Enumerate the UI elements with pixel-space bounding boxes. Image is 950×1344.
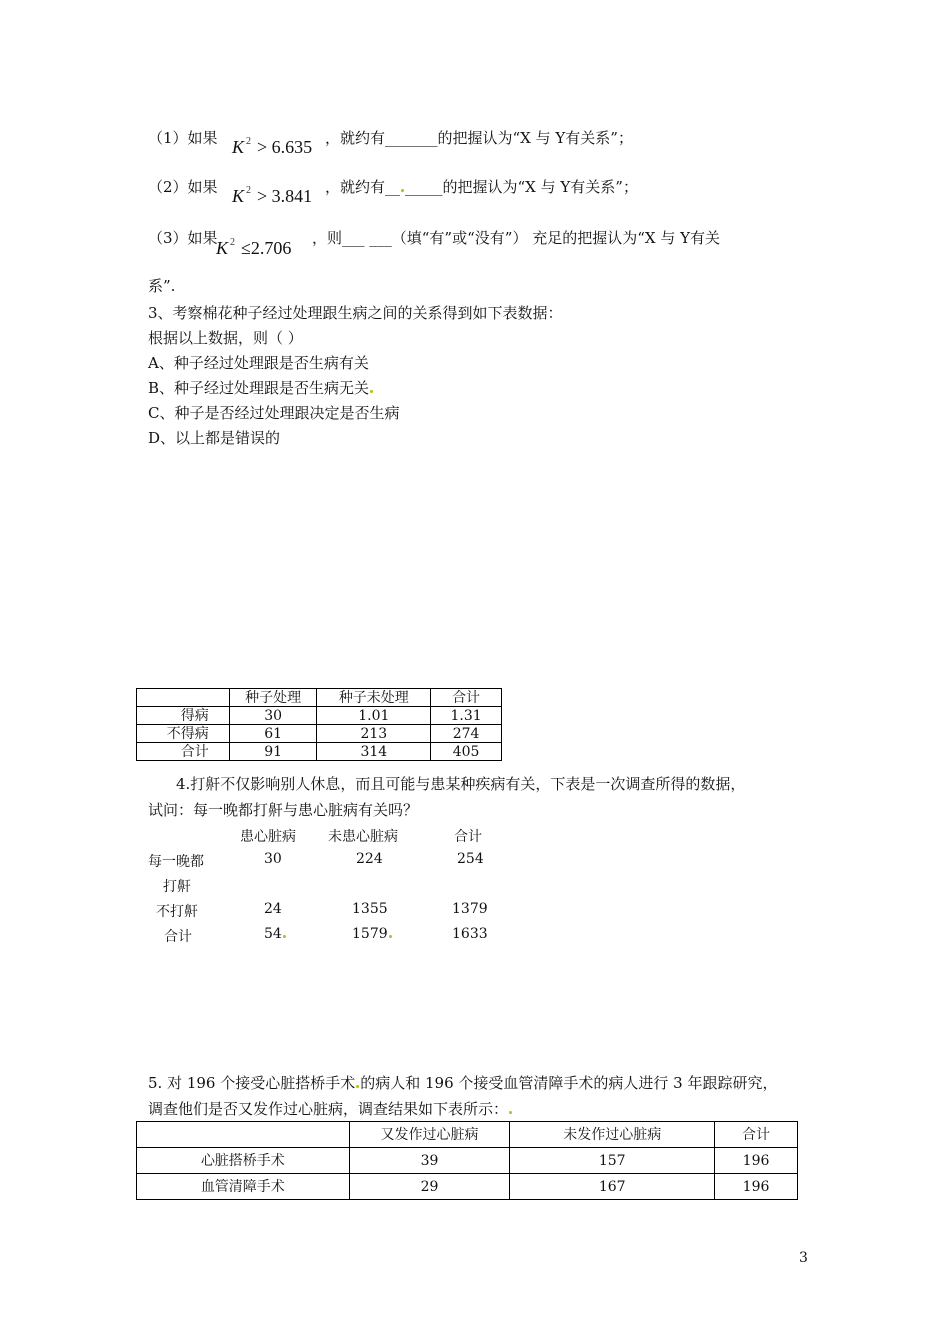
- table-cell: 30: [229, 707, 317, 725]
- q2-item3-formula: [216, 238, 291, 259]
- marker-dot: [401, 189, 404, 192]
- table-header-row: [137, 689, 502, 707]
- table-cell: 224: [356, 851, 383, 867]
- table-cell: 24: [264, 901, 282, 917]
- k-exponent: 2: [230, 237, 236, 248]
- row-label: 合计: [137, 743, 230, 761]
- table-cell-wrap: [264, 926, 287, 942]
- q2-item2-suffix-a: ，就约有__: [325, 178, 401, 196]
- q5-line2: [148, 1099, 513, 1119]
- q5-line1-a: 5. 对 196 个接受心脏搭桥手术: [148, 1074, 356, 1092]
- row-label-cont: 打鼾: [163, 879, 191, 895]
- table-cell: 91: [229, 743, 317, 761]
- table-cell: 61: [229, 725, 317, 743]
- table-cell-wrap: [352, 926, 393, 942]
- q4-line2: 试问：每一晚都打鼾与患心脏病有关吗？: [148, 801, 419, 819]
- table-row: [137, 1174, 798, 1200]
- table-cell: 274: [431, 725, 502, 743]
- table-cell: 39: [349, 1148, 510, 1174]
- row-label: 得病: [137, 707, 230, 725]
- q3-option-c: C、种子是否经过处理跟决定是否生病: [148, 404, 400, 422]
- formula-relation: ≤2.706: [241, 238, 292, 258]
- k-symbol: K: [232, 186, 245, 206]
- table-row: [137, 743, 502, 761]
- table-header-cell: 未发作过心脏病: [510, 1122, 715, 1148]
- q2-item2-prefix: （2）如果: [148, 178, 218, 196]
- marker-dot: [283, 935, 286, 938]
- table-cell: 1379: [452, 901, 488, 917]
- page-number: 3: [799, 1250, 808, 1266]
- q3-option-d: D、以上都是错误的: [148, 429, 281, 447]
- table-header-cell: 未患心脏病: [328, 829, 398, 845]
- q2-item3-continuation: 系”.: [148, 277, 176, 295]
- table-row: [137, 1148, 798, 1174]
- row-label: 血管清障手术: [137, 1174, 350, 1200]
- marker-dot: [356, 1085, 359, 1088]
- q2-item2-suffix-b: _____的把握认为“X 与 Y有关系”；: [405, 178, 638, 196]
- q2-item3-suffix: ，则___ ___（填“有”或“没有”） 充足的把握认为“X 与 Y有关: [312, 229, 720, 247]
- row-label: 不打鼾: [156, 904, 198, 920]
- q2-item1-prefix: （1）如果: [148, 129, 218, 147]
- table-row: [137, 725, 502, 743]
- marker-dot: [389, 935, 392, 938]
- table-cell: 1355: [352, 901, 388, 917]
- q3-prompt: 根据以上数据，则（ ）: [148, 329, 303, 347]
- q3-option-b: [148, 378, 374, 398]
- table-cell: 213: [317, 725, 431, 743]
- row-label: 不得病: [137, 725, 230, 743]
- table-header-cell: 合计: [454, 829, 482, 845]
- q2-item2-formula: [232, 186, 312, 207]
- table-header-cell: [137, 689, 230, 707]
- table-header-cell: 患心脏病: [240, 829, 296, 845]
- table-cell: 1.31: [431, 707, 502, 725]
- k-exponent: 2: [246, 136, 252, 147]
- table-cell: 1579: [352, 926, 388, 942]
- table-header-cell: 合计: [431, 689, 502, 707]
- q2-item3-prefix: （3）如果: [148, 229, 218, 247]
- table-cell: 196: [715, 1148, 798, 1174]
- table-cell: 167: [510, 1174, 715, 1200]
- q3-option-a: A、种子经过处理跟是否生病有关: [148, 354, 369, 372]
- row-label: 每一晚都: [148, 854, 204, 870]
- marker-dot: [370, 390, 373, 393]
- table-cell: 254: [457, 851, 484, 867]
- table-header-cell: 又发作过心脏病: [349, 1122, 510, 1148]
- table-cell: 54: [264, 926, 282, 942]
- k-symbol: K: [232, 137, 245, 157]
- surgery-table: [136, 1121, 798, 1200]
- table-cell: 29: [349, 1174, 510, 1200]
- q5-line1: [148, 1073, 778, 1093]
- table-cell: 314: [317, 743, 431, 761]
- table-header-cell: 合计: [715, 1122, 798, 1148]
- seed-table: [136, 688, 502, 761]
- k-symbol: K: [216, 238, 229, 258]
- q5-line2-text: 调查他们是否又发作过心脏病，调查结果如下表所示：: [148, 1100, 509, 1118]
- marker-dot: [509, 1111, 512, 1114]
- table-cell: 1.01: [317, 707, 431, 725]
- q3-stem: 3、考察棉花种子经过处理跟生病之间的关系得到如下表数据：: [148, 304, 563, 322]
- table-cell: 30: [264, 851, 282, 867]
- table-header-cell: 种子处理: [229, 689, 317, 707]
- table-header-row: [137, 1122, 798, 1148]
- q5-line1-b: 的病人和 196 个接受血管清障手术的病人进行 3 年跟踪研究，: [360, 1074, 778, 1092]
- row-label: 心脏搭桥手术: [137, 1148, 350, 1174]
- q2-item1-suffix: ，就约有_______的把握认为“X 与 Y有关系”；: [325, 129, 633, 147]
- table-header-cell: [137, 1122, 350, 1148]
- table-cell: 157: [510, 1148, 715, 1174]
- table-cell: 196: [715, 1174, 798, 1200]
- table-cell: 1633: [452, 926, 488, 942]
- table-row: [137, 707, 502, 725]
- q2-item1-formula: [232, 137, 312, 158]
- table-cell: 405: [431, 743, 502, 761]
- formula-relation: > 3.841: [257, 186, 313, 206]
- q3-option-b-text: B、种子经过处理跟是否生病无关: [148, 379, 370, 397]
- q4-line1: 4.打鼾不仅影响别人休息，而且可能与患某种疾病有关，下表是一次调查所得的数据，: [176, 775, 746, 793]
- formula-relation: > 6.635: [257, 137, 313, 157]
- k-exponent: 2: [246, 185, 252, 196]
- table-header-cell: 种子未处理: [317, 689, 431, 707]
- row-label: 合计: [164, 929, 192, 945]
- q2-item2-suffix: [325, 177, 638, 197]
